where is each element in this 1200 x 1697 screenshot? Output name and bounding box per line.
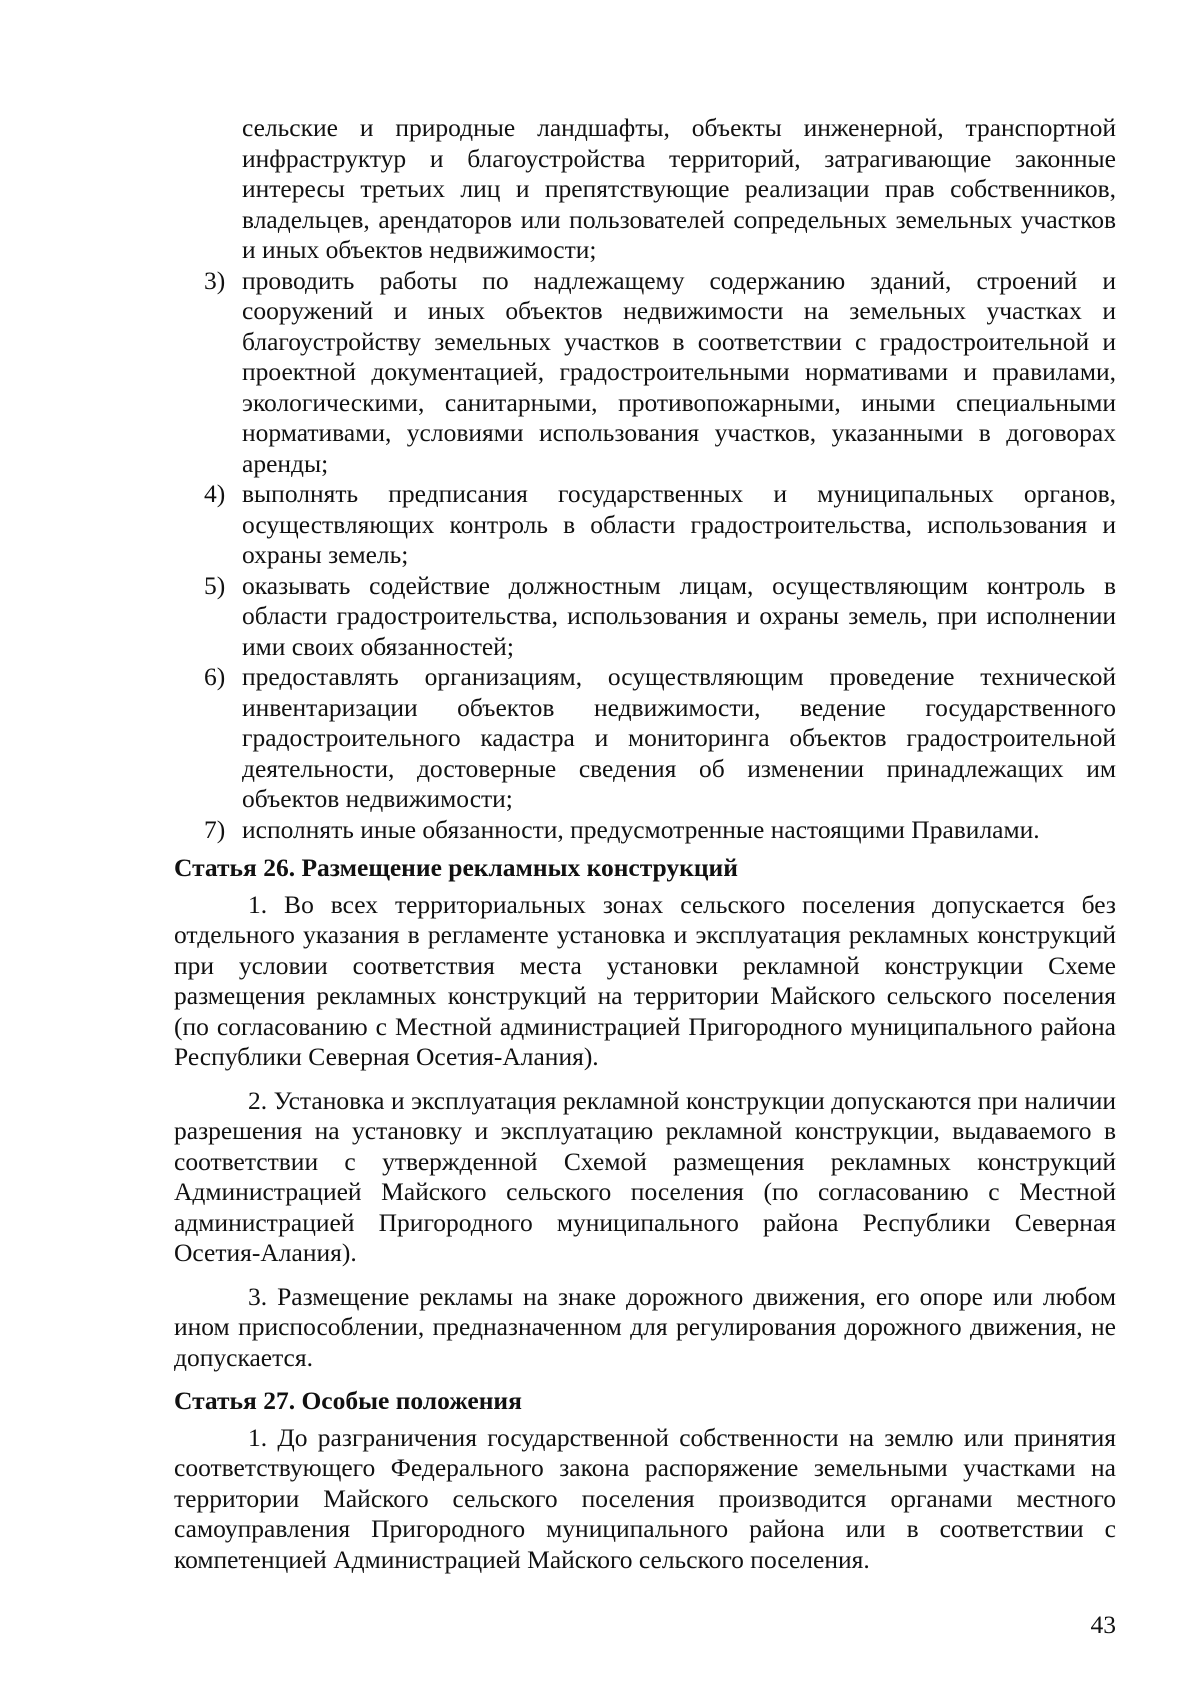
article-26-paragraph-3: 3. Размещение рекламы на знаке дорожного движения, его опоре или любом ином приспособлении, предназначенном для регулирования дорожного движения, не допускается.: [174, 1281, 1116, 1372]
list-item: [174, 266, 1116, 480]
list-item-number: 5): [204, 570, 226, 600]
list-item-text: проводить работы по надлежащему содержанию зданий, строений и сооружений и иных объектов недвижимости на земельных участках и благоустройству земельных участков в соответствии с градостроительной и проектной документацией, градостроительными нормативами и правилами, экологическими, санитарными, противопожарными, иными специальными нормативами, условиями использования участков, указанными в договорах аренды;: [242, 265, 1116, 478]
list-item-text: выполнять предписания государственных и муниципальных органов, осуществляющих контроль в области градостроительства, использования и охраны земель;: [242, 479, 1116, 569]
list-item-number: 6): [204, 662, 226, 691]
list-item-text: исполнять иные обязанности, предусмотренные настоящими Правилами.: [242, 814, 1040, 844]
list-item: [174, 815, 1116, 846]
list-item-number: 3): [204, 265, 226, 295]
article-26-heading: Статья 26. Размещение рекламных конструкций: [174, 853, 738, 882]
list-item: [174, 479, 1116, 571]
obligations-list: [174, 266, 1116, 846]
article-27-heading: Статья 27. Особые положения: [174, 1386, 522, 1415]
list-item: [174, 662, 1116, 815]
list-item-number: 7): [204, 814, 226, 844]
list-item-continuation: сельские и природные ландшафты, объекты инженерной, транспортной инфраструктур и благоустройства территорий, затрагивающие законные интересы третьих лиц и препятствующие реализации прав собственников, владельцев, арендаторов или пользователей сопредельных земельных участков и иных объектов недвижимости;: [242, 113, 1116, 264]
article-26-paragraph-1: 1. Во всех территориальных зонах сельского поселения допускается без отдельного указания в регламенте установка и эксплуатация рекламных конструкций при условии соответствия места установки рекламной конструкции Схеме размещения рекламных конструкций на территории Майского сельского поселения (по согласованию с Местной администрацией Пригородного муниципального района Республики Северная Осетия-Алания).: [174, 889, 1116, 1071]
list-item: [174, 571, 1116, 663]
list-item-text: оказывать содействие должностным лицам, осуществляющим контроль в области градостроительства, использования и охраны земель, при исполнении ими своих обязанностей;: [242, 570, 1116, 661]
list-item-text: предоставлять организациям, осуществляющим проведение технической инвентаризации объектов недвижимости, ведение государственного градостроительного кадастра и мониторинга объектов градостроительной деятельности, достоверные сведения об изменении принадлежащих им объектов недвижимости;: [242, 662, 1116, 813]
page-number: 43: [1090, 1610, 1116, 1639]
article-27-paragraph-1: 1. До разграничения государственной собственности на землю или принятия соответствующего Федерального закона распоряжение земельными участками на территории Майского сельского поселения производится органами местного самоуправления Пригородного муниципального района или в соответствии с компетенцией Администрацией Майского сельского поселения.: [174, 1422, 1116, 1574]
article-26-paragraph-2: 2. Установка и эксплуатация рекламной конструкции допускаются при наличии разрешения на установку и эксплуатацию рекламной конструкции, выдаваемого в соответствии с утвержденной Схемой размещения рекламных конструкций Администрацией Майского сельского поселения (по согласованию с Местной администрацией Пригородного муниципального района Республики Северная Осетия-Алания).: [174, 1085, 1116, 1267]
list-item-number: 4): [204, 479, 226, 508]
document-page: [174, 113, 1116, 1588]
